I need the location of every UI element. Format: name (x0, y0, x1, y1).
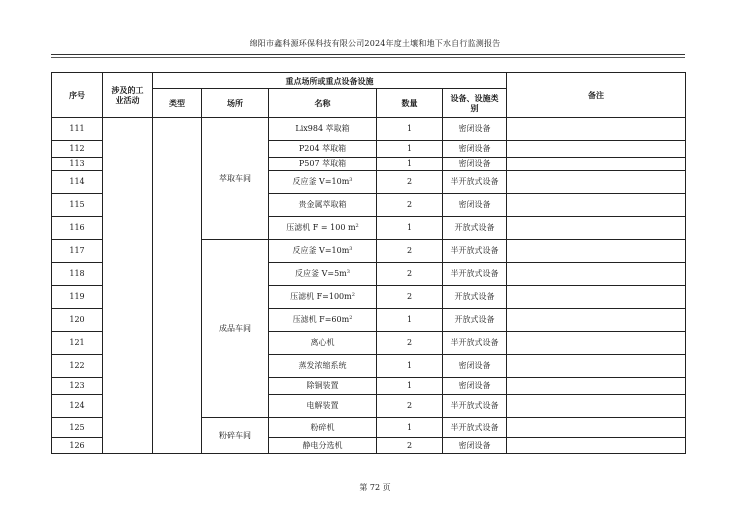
header-category: 设备、设施类别 (443, 89, 507, 118)
header-remark: 备注 (507, 73, 686, 118)
category-cell: 半开放式设备 (443, 240, 507, 263)
remark-cell (507, 418, 686, 438)
remark-cell (507, 240, 686, 263)
equipment-name: 压滤机 F = 100 m (286, 223, 356, 232)
name-cell (269, 194, 377, 217)
unit-superscript: 2 (351, 292, 355, 298)
unit-superscript: 2 (349, 315, 353, 321)
qty-cell: 1 (377, 309, 443, 332)
category-cell: 密闭设备 (443, 355, 507, 378)
category-cell: 半开放式设备 (443, 395, 507, 418)
header-rule-thin (51, 57, 685, 58)
equipment-name: 除铜装置 (306, 381, 339, 390)
header-type: 类型 (153, 89, 202, 118)
remark-cell (507, 378, 686, 395)
category-cell: 密闭设备 (443, 378, 507, 395)
unit-superscript: 2 (355, 223, 359, 229)
seq-cell: 120 (52, 309, 103, 332)
remark-cell (507, 263, 686, 286)
equipment-name: 压滤机 F=100m (290, 292, 352, 301)
seq-cell: 122 (52, 355, 103, 378)
unit-superscript: 3 (349, 246, 353, 252)
name-cell (269, 141, 377, 158)
name-cell (269, 418, 377, 438)
qty-cell: 2 (377, 395, 443, 418)
seq-cell: 119 (52, 286, 103, 309)
qty-cell: 1 (377, 217, 443, 240)
qty-cell: 2 (377, 240, 443, 263)
category-cell: 开放式设备 (443, 217, 507, 240)
header-group: 重点场所或重点设备设施 (153, 73, 507, 89)
name-cell (269, 263, 377, 286)
seq-cell: 115 (52, 194, 103, 217)
name-cell (269, 309, 377, 332)
remark-cell (507, 438, 686, 454)
qty-cell: 1 (377, 141, 443, 158)
remark-cell (507, 309, 686, 332)
name-cell (269, 332, 377, 355)
category-cell: 密闭设备 (443, 118, 507, 141)
category-cell: 半开放式设备 (443, 332, 507, 355)
name-cell (269, 118, 377, 141)
remark-cell (507, 355, 686, 378)
qty-cell: 2 (377, 171, 443, 194)
table-header-row-1 (52, 73, 686, 89)
page-number: 第 72 页 (359, 483, 391, 492)
place-cell: 粉碎车间 (202, 418, 269, 454)
remark-cell (507, 217, 686, 240)
unit-superscript: 3 (346, 269, 350, 275)
qty-cell: 1 (377, 158, 443, 171)
equipment-name: 离心机 (310, 338, 335, 347)
equipment-name: 反应釜 V=5m (295, 269, 347, 278)
equipment-name: P204 萃取箱 (298, 144, 347, 153)
seq-cell: 112 (52, 141, 103, 158)
seq-cell: 124 (52, 395, 103, 418)
equipment-name: 电解装置 (306, 401, 339, 410)
qty-cell: 2 (377, 438, 443, 454)
category-cell: 开放式设备 (443, 286, 507, 309)
header-activity: 涉及的工业活动 (103, 73, 153, 118)
seq-cell: 116 (52, 217, 103, 240)
name-cell (269, 217, 377, 240)
seq-cell: 117 (52, 240, 103, 263)
name-cell (269, 286, 377, 309)
equipment-name: Lix984 萃取箱 (295, 124, 350, 133)
category-cell: 密闭设备 (443, 438, 507, 454)
name-cell (269, 240, 377, 263)
category-cell: 半开放式设备 (443, 418, 507, 438)
seq-cell: 121 (52, 332, 103, 355)
name-cell (269, 171, 377, 194)
qty-cell: 2 (377, 194, 443, 217)
qty-cell: 1 (377, 418, 443, 438)
seq-cell: 111 (52, 118, 103, 141)
qty-cell: 2 (377, 263, 443, 286)
category-cell: 密闭设备 (443, 158, 507, 171)
category-cell: 密闭设备 (443, 141, 507, 158)
seq-cell: 125 (52, 418, 103, 438)
equipment-name: 反应釜 V=10m (292, 246, 350, 255)
type-cell (153, 118, 202, 454)
header-name: 名称 (269, 89, 377, 118)
remark-cell (507, 332, 686, 355)
remark-cell (507, 395, 686, 418)
unit-superscript: 3 (349, 177, 353, 183)
remark-cell (507, 286, 686, 309)
table-row (52, 118, 686, 141)
equipment-name: 粉碎机 (310, 422, 335, 432)
category-cell: 密闭设备 (443, 194, 507, 217)
category-cell: 开放式设备 (443, 309, 507, 332)
seq-cell: 113 (52, 158, 103, 171)
header-qty: 数量 (377, 89, 443, 118)
qty-cell: 1 (377, 378, 443, 395)
activity-cell (103, 118, 153, 454)
equipment-name: 贵金属萃取箱 (298, 200, 347, 209)
remark-cell (507, 171, 686, 194)
remark-cell (507, 118, 686, 141)
name-cell (269, 158, 377, 171)
remark-cell (507, 141, 686, 158)
remark-cell (507, 194, 686, 217)
header-seq: 序号 (52, 73, 103, 118)
equipment-name: P507 萃取箱 (298, 159, 347, 168)
equipment-name: 蒸发浓缩系统 (298, 361, 347, 370)
header-place: 场所 (202, 89, 269, 118)
qty-cell: 2 (377, 286, 443, 309)
equipment-name: 静电分选机 (302, 440, 343, 450)
equipment-name: 反应釜 V=10m (292, 177, 350, 186)
category-cell: 半开放式设备 (443, 263, 507, 286)
seq-cell: 126 (52, 438, 103, 454)
qty-cell: 2 (377, 332, 443, 355)
report-header-title: 绵阳市鑫科源环保科技有限公司2024年度土壤和地下水自行监测报告 (249, 39, 501, 48)
name-cell (269, 395, 377, 418)
seq-cell: 118 (52, 263, 103, 286)
name-cell (269, 438, 377, 454)
qty-cell: 1 (377, 355, 443, 378)
qty-cell: 1 (377, 118, 443, 141)
place-cell: 成品车间 (202, 240, 269, 418)
header-rule (51, 54, 685, 55)
equipment-name: 压滤机 F=60m (292, 315, 350, 324)
place-cell: 萃取车间 (202, 118, 269, 240)
category-cell: 半开放式设备 (443, 171, 507, 194)
seq-cell: 123 (52, 378, 103, 395)
remark-cell (507, 158, 686, 171)
seq-cell: 114 (52, 171, 103, 194)
name-cell (269, 378, 377, 395)
name-cell (269, 355, 377, 378)
facility-table (51, 72, 686, 454)
